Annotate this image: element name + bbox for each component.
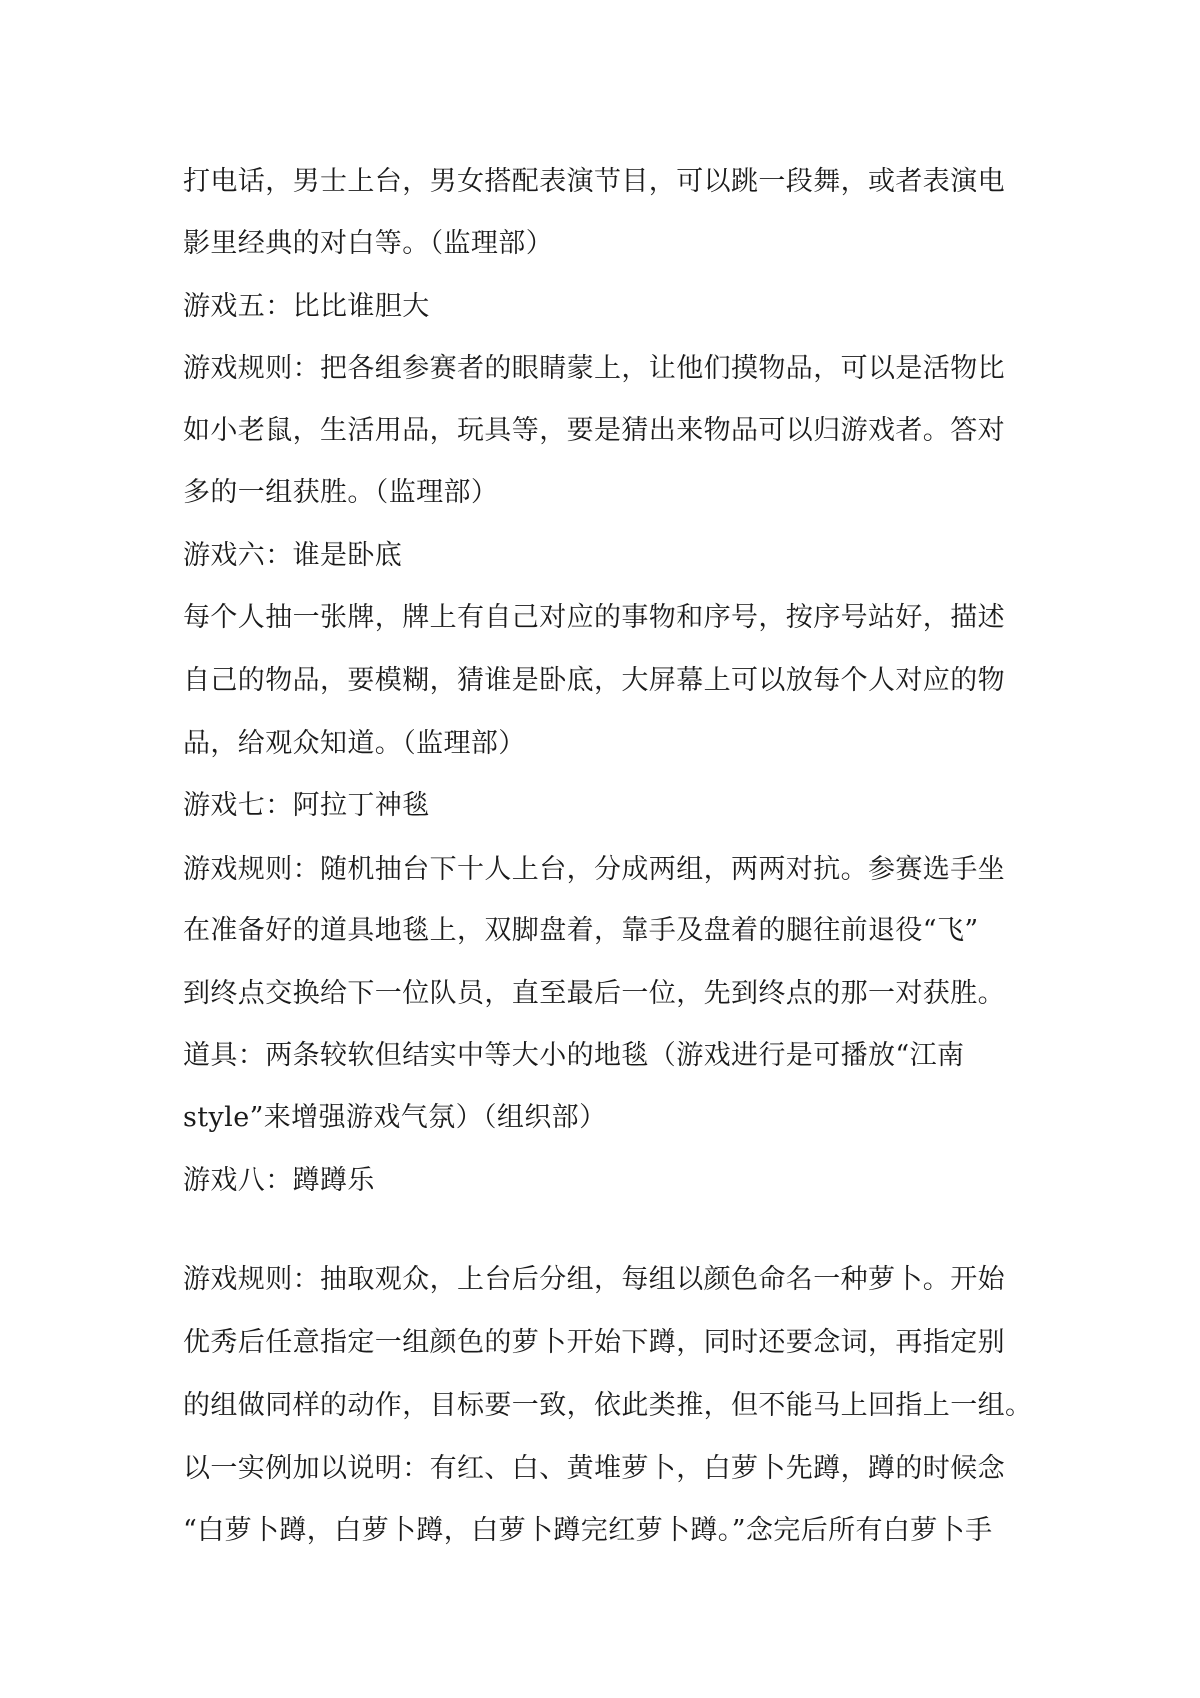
text-line: 游戏规则：随机抽台下十人上台，分成两组，两两对抗。参赛选手坐	[183, 854, 1005, 885]
text-line: 多的一组获胜。（监理部）	[183, 477, 499, 508]
text-line: 在准备好的道具地毯上，双脚盘着，靠手及盘着的腿往前退役“飞”	[183, 915, 979, 946]
text-line: 打电话，男士上台，男女搭配表演节目，可以跳一段舞，或者表演电	[183, 166, 1005, 197]
text-line: 品，给观众知道。（监理部）	[183, 728, 526, 759]
section-heading-game-8: 游戏八：蹲蹲乐	[183, 1165, 375, 1196]
text-line: 以一实例加以说明：有红、白、黄堆萝卜，白萝卜先蹲，蹲的时候念	[183, 1453, 1005, 1484]
section-heading-game-7: 游戏七：阿拉丁神毯	[183, 790, 430, 821]
section-heading-game-6: 游戏六：谁是卧底	[183, 540, 403, 571]
text-line: 如小老鼠，生活用品，玩具等，要是猜出来物品可以归游戏者。答对	[183, 415, 1005, 446]
text-line: 游戏规则：抽取观众，上台后分组，每组以颜色命名一种萝卜。开始	[183, 1264, 1005, 1295]
text-line: 每个人抽一张牌，牌上有自己对应的事物和序号，按序号站好，描述	[183, 602, 1005, 633]
text-line: 道具：两条较软但结实中等大小的地毯（游戏进行是可播放“江南	[183, 1040, 965, 1071]
text-line: style”来增强游戏气氛）（组织部）	[183, 1102, 607, 1133]
text-line: 优秀后任意指定一组颜色的萝卜开始下蹲，同时还要念词，再指定别	[183, 1327, 1005, 1358]
text-line: 的组做同样的动作，目标要一致，依此类推，但不能马上回指上一组。	[183, 1390, 1033, 1421]
text-line: 自己的物品，要模糊，猜谁是卧底，大屏幕上可以放每个人对应的物	[183, 665, 1005, 696]
text-line: 到终点交换给下一位队员，直至最后一位，先到终点的那一对获胜。	[183, 978, 1005, 1009]
text-line: 游戏规则：把各组参赛者的眼睛蒙上，让他们摸物品，可以是活物比	[183, 353, 1005, 384]
text-line: 影里经典的对白等。（监理部）	[183, 228, 554, 259]
section-heading-game-5: 游戏五：比比谁胆大	[183, 291, 430, 322]
text-line: “白萝卜蹲，白萝卜蹲，白萝卜蹲完红萝卜蹲。”念完后所有白萝卜手	[183, 1515, 993, 1546]
